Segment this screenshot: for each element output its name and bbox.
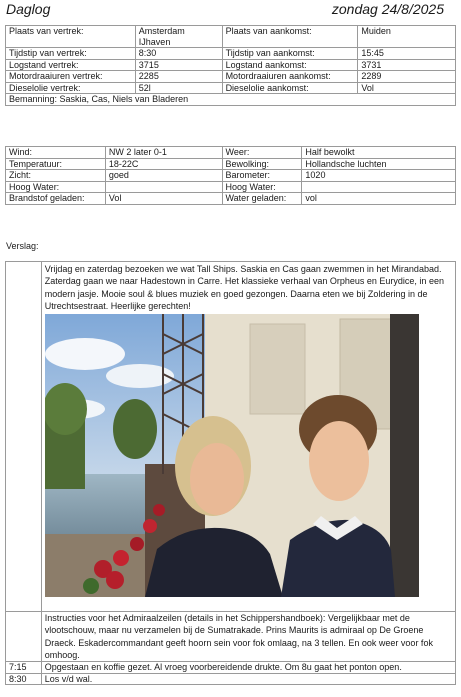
- time-cell: 8:30: [6, 673, 42, 685]
- value-cell: Vol: [105, 193, 222, 205]
- table-row: [6, 673, 456, 685]
- label-cell: Dieselolie vertrek:: [6, 82, 136, 94]
- label-cell: Wind:: [6, 147, 106, 159]
- header-date-value: 24/8/2025: [381, 1, 444, 17]
- value-cell: Muiden: [358, 26, 456, 48]
- label-cell: Motordraaiuren aankomst:: [222, 71, 358, 83]
- label-cell: Weer:: [222, 147, 302, 159]
- value-cell: [302, 181, 456, 193]
- table-row: [6, 193, 456, 205]
- report-label: Verslag:: [6, 241, 39, 251]
- table-row: [6, 82, 456, 94]
- value-cell: Hollandsche luchten: [302, 158, 456, 170]
- value-cell: 18-22C: [105, 158, 222, 170]
- instructions-cell: Instructies voor het Admiraalzeilen (details in het Schippershandboek): Vergelijkbaar met de vlootschouw, maar nu verzamelen bij de Sumatrakade. Prins Maurits is admiraal op De Groene Draeck. Eskadercommandant geeft hoorn sein voor fok omlaag, na 3 tellen. En ook weer voor fok omhoog.: [41, 612, 455, 662]
- entry-text: Los v/d wal.: [41, 673, 455, 685]
- value-cell: 2285: [135, 71, 222, 83]
- label-cell: Logstand aankomst:: [222, 59, 358, 71]
- label-cell: Dieselolie aankomst:: [222, 82, 358, 94]
- label-cell: Brandstof geladen:: [6, 193, 106, 205]
- label-cell: Logstand vertrek:: [6, 59, 136, 71]
- cloud: [45, 338, 125, 370]
- value-cell: Amsterdam IJhaven: [135, 26, 222, 48]
- time-cell: [6, 262, 42, 612]
- value-cell: 52l: [135, 82, 222, 94]
- value-cell: Half bewolkt: [302, 147, 456, 159]
- table-row: [6, 262, 456, 612]
- time-cell: [6, 612, 42, 662]
- story-cell: [41, 262, 455, 612]
- crew-cell: Bemanning: Saskia, Cas, Niels van Bladeren: [6, 94, 456, 106]
- entry-text: Opgestaan en koffie gezet. Al vroeg voorbereidende drukte. Om 8u gaat het ponton open.: [41, 662, 455, 674]
- value-cell: 2289: [358, 71, 456, 83]
- label-cell: Barometer:: [222, 170, 302, 182]
- header-date: [332, 1, 444, 17]
- value-cell: NW 2 later 0-1: [105, 147, 222, 159]
- trees: [113, 399, 157, 459]
- weather-table: [5, 146, 456, 205]
- label-cell: Bewolking:: [222, 158, 302, 170]
- time-cell: 7:15: [6, 662, 42, 674]
- value-cell: [105, 181, 222, 193]
- label-cell: Plaats van vertrek:: [6, 26, 136, 48]
- value-cell: 15:45: [358, 48, 456, 60]
- label-cell: Hoog Water:: [6, 181, 106, 193]
- label-cell: Hoog Water:: [222, 181, 302, 193]
- value-cell: 3715: [135, 59, 222, 71]
- photo: [45, 314, 419, 597]
- woman-face: [190, 443, 244, 515]
- value-cell: 8:30: [135, 48, 222, 60]
- value-cell: goed: [105, 170, 222, 182]
- boy-face: [309, 421, 369, 501]
- page-title: Daglog: [6, 1, 51, 17]
- label-cell: Plaats van aankomst:: [222, 26, 358, 48]
- table-row: [6, 147, 456, 159]
- table-row: [6, 662, 456, 674]
- window: [250, 324, 305, 414]
- header-day: zondag: [331, 1, 378, 17]
- table-row: [6, 71, 456, 83]
- label-cell: Tijdstip van vertrek:: [6, 48, 136, 60]
- label-cell: Water geladen:: [222, 193, 302, 205]
- table-row: [6, 181, 456, 193]
- trip-table: [5, 25, 456, 106]
- table-row: [6, 26, 456, 48]
- trees: [45, 383, 87, 435]
- value-cell: 1020: [302, 170, 456, 182]
- label-cell: Motordraaiuren vertrek:: [6, 71, 136, 83]
- table-row: [6, 48, 456, 60]
- table-row: [6, 59, 456, 71]
- story-text: Vrijdag en zaterdag bezoeken we wat Tall Ships. Saskia en Cas gaan zwemmen in het Mirandabad. Zaterdag gaan we naar Hadestown in Carre. Het klassieke verhaal van Orpheus en Eurydice, in een modern jasje. Mooie soul & blues muziek en goed gezongen. Daarna eten we bij Zoldering in de Utrechtsestraat. Heerlijke gerechten!: [44, 264, 444, 311]
- report-table: [5, 261, 456, 685]
- value-cell: Vol: [358, 82, 456, 94]
- table-row: [6, 94, 456, 106]
- value-cell: 3731: [358, 59, 456, 71]
- window-frame: [390, 314, 419, 597]
- table-row: [6, 612, 456, 662]
- label-cell: Zicht:: [6, 170, 106, 182]
- label-cell: Temperatuur:: [6, 158, 106, 170]
- label-cell: Tijdstip van aankomst:: [222, 48, 358, 60]
- table-row: [6, 158, 456, 170]
- table-row: [6, 170, 456, 182]
- value-cell: vol: [302, 193, 456, 205]
